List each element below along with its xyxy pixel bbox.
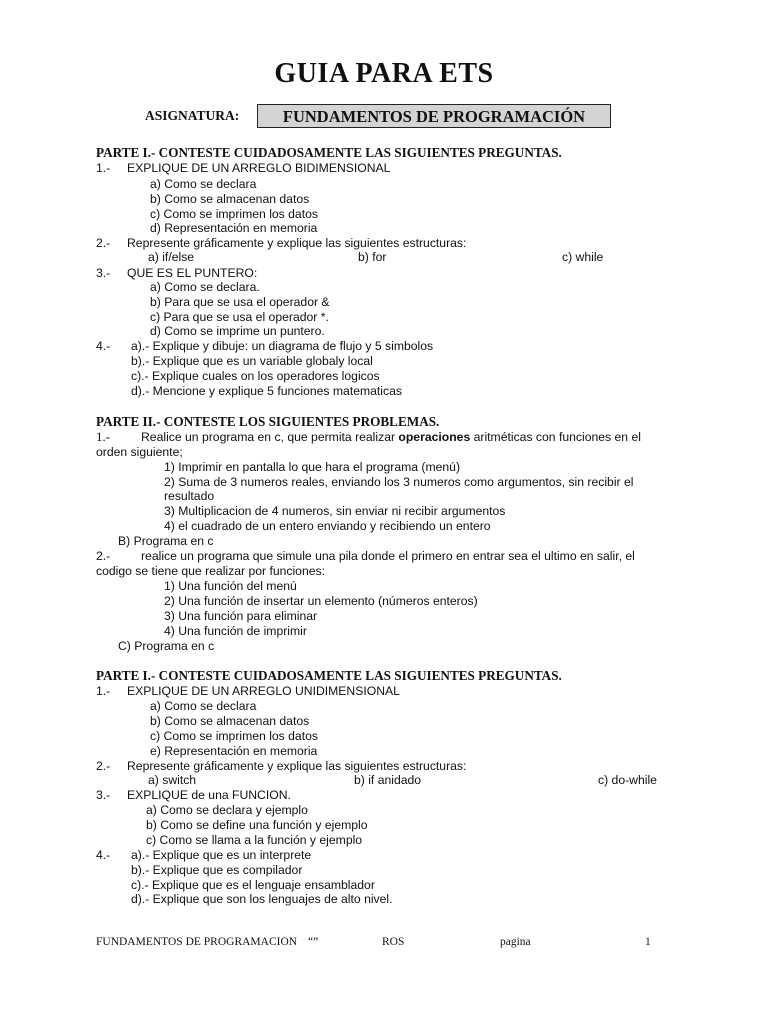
list-item: c) Como se imprimen los datos (150, 729, 318, 743)
p1-text-continued: orden siguiente; (96, 445, 183, 459)
list-item: b) Para que se usa el operador & (150, 295, 330, 309)
list-item: c) Como se imprimen los datos (150, 207, 318, 221)
p2-text-continued: codigo se tiene que realizar por funciones: (96, 564, 325, 578)
list-item: c).- Explique cuales on los operadores logicos (131, 369, 380, 383)
list-item: d) Representación en memoria (150, 221, 318, 235)
q2-text: Represente gráficamente y explique las siguientes estructuras: (127, 236, 467, 250)
p1-number: 1.- (96, 429, 111, 444)
list-item: e) Representación en memoria (150, 744, 318, 758)
q3-number: 3.- (96, 788, 111, 802)
list-item: c) Para que se usa el operador *. (150, 310, 329, 324)
option-item: b) for (358, 250, 387, 264)
list-item: 1) Una función del menú (164, 579, 297, 593)
list-item: a).- Explique que es un interprete (131, 848, 312, 862)
list-item: a) Como se declara. (150, 280, 260, 294)
q1-text: EXPLIQUE DE UN ARREGLO BIDIMENSIONAL (127, 161, 391, 175)
p1-text: Realice un programa en c, que permita realizar operaciones aritméticas con funciones en el (141, 430, 641, 444)
section-1-heading: PARTE I.- CONTESTE CUIDADOSAMENTE LAS SIGUIENTES PREGUNTAS. (96, 145, 562, 160)
list-item: b).- Explique que es un variable globaly local (131, 354, 373, 368)
list-item: 4) el cuadrado de un entero enviando y recibiendo un entero (164, 519, 491, 533)
q4-number: 4.- (96, 339, 111, 353)
q3-text: QUE ES EL PUNTERO: (127, 266, 258, 280)
list-item: d).- Explique que son los lenguajes de alto nivel. (131, 892, 393, 906)
section-2-heading: PARTE II.- CONTESTE LOS SIGUIENTES PROBLEMAS. (96, 414, 440, 429)
list-item: a) Como se declara y ejemplo (146, 803, 308, 817)
q1-number: 1.- (96, 161, 111, 175)
footer-page-label: pagina (500, 936, 531, 948)
option-item: a) switch (148, 773, 197, 787)
list-item: d).- Mencione y explique 5 funciones matematicas (131, 384, 402, 398)
list-item: 2) Una función de insertar un elemento (números enteros) (164, 594, 478, 608)
p2-text: realice un programa que simule una pila donde el primero en entrar sea el ultimo en salir, el (141, 549, 635, 563)
subject-box: FUNDAMENTOS DE PROGRAMACIÓN (257, 104, 611, 128)
list-item: b) Como se almacenan datos (150, 714, 310, 728)
option-item: a) if/else (148, 250, 195, 264)
option-item: c) while (562, 250, 604, 264)
q4-number: 4.- (96, 848, 111, 862)
list-item: c) Como se llama a la función y ejemplo (146, 833, 363, 847)
footer-mark: “” (308, 936, 319, 948)
footer-page-number: 1 (645, 936, 651, 948)
q2-text: Represente gráficamente y explique las siguientes estructuras: (127, 759, 467, 773)
subject-label: ASIGNATURA: (145, 108, 240, 123)
q2-number: 2.- (96, 759, 111, 773)
list-item: c).- Explique que es el lenguaje ensamblador (131, 878, 375, 892)
footer-author: ROS (382, 936, 405, 948)
q1-number: 1.- (96, 684, 111, 698)
p2-number: 2.- (96, 549, 111, 563)
q1-text: EXPLIQUE DE UN ARREGLO UNIDIMENSIONAL (127, 684, 400, 698)
list-item: 3) Multiplicacion de 4 numeros, sin enviar ni recibir argumentos (164, 504, 506, 518)
section-3-heading: PARTE I.- CONTESTE CUIDADOSAMENTE LAS SIGUIENTES PREGUNTAS. (96, 668, 562, 683)
list-item: a).- Explique y dibuje: un diagrama de flujo y 5 simbolos (131, 339, 434, 353)
list-item: b) Como se define una función y ejemplo (146, 818, 368, 832)
list-item: a) Como se declara (150, 177, 257, 191)
q2-number: 2.- (96, 236, 111, 250)
list-item: b) Como se almacenan datos (150, 192, 310, 206)
page-title: GUIA PARA ETS (274, 58, 494, 89)
footer-course: FUNDAMENTOS DE PROGRAMACION (96, 936, 298, 948)
q3-text: EXPLIQUE de una FUNCION. (127, 788, 291, 802)
p1-sub-item: B) Programa en c (118, 534, 214, 548)
list-item: b).- Explique que es compilador (131, 863, 303, 877)
q3-number: 3.- (96, 266, 111, 280)
p2-sub-item: C) Programa en c (118, 639, 215, 653)
list-item: a) Como se declara (150, 699, 257, 713)
list-item: 1) Imprimir en pantalla lo que hara el programa (menú) (164, 460, 461, 474)
option-item: c) do-while (598, 773, 657, 787)
option-item: b) if anidado (354, 773, 422, 787)
list-item: 2) Suma de 3 numeros reales, enviando los 3 numeros como argumentos, sin recibir el (164, 475, 634, 489)
list-item: d) Como se imprime un puntero. (150, 324, 325, 338)
list-item: resultado (164, 489, 215, 503)
list-item: 4) Una función de imprimir (164, 624, 307, 638)
list-item: 3) Una función para eliminar (164, 609, 318, 623)
